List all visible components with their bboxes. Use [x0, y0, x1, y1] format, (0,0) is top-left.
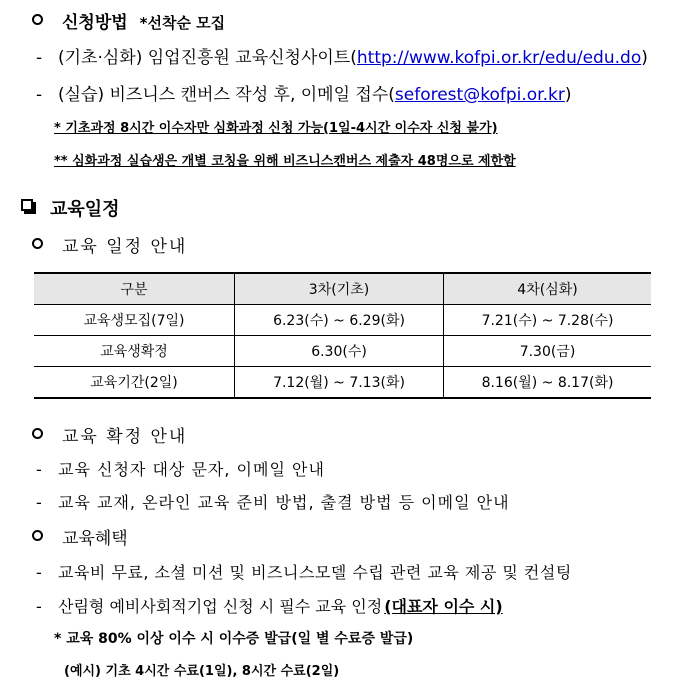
dash-marker: - [36, 563, 42, 582]
dash-marker: - [36, 48, 43, 68]
bullet-circle-icon [32, 14, 43, 25]
benefits-emphasis: (대표자 이수 시) [384, 597, 503, 616]
table-header-cell: 4차(심화) [444, 273, 652, 305]
table-cell: 6.30(수) [235, 336, 444, 367]
confirm-item-text: 교육 교재, 온라인 교육 준비 방법, 출결 방법 등 이메일 안내 [58, 493, 510, 512]
benefits-example: (예시) 기초 4시간 수료(1일), 8시간 수료(2일) [64, 664, 340, 679]
dash-marker: - [36, 85, 43, 105]
table-cell: 7.12(월) ~ 7.13(화) [235, 367, 444, 399]
table-cell: 교육생모집(7일) [34, 305, 235, 336]
table-header-cell: 3차(기초) [235, 273, 444, 305]
benefits-note: * 교육 80% 이상 이수 시 이수증 발급(일 별 수료증 발급) [54, 631, 414, 647]
schedule-table [34, 272, 651, 399]
table-cell: 7.21(수) ~ 7.28(수) [444, 305, 652, 336]
dash-marker: - [36, 460, 42, 479]
confirm-item-text: 교육 신청자 대상 문자, 이메일 안내 [58, 460, 325, 479]
apply-note-1: * 기초과정 8시간 이수자만 심화과정 신청 가능(1일-4시간 이수자 신청 불가) [54, 121, 498, 136]
table-row [34, 367, 651, 399]
bullet-circle-icon [32, 530, 43, 541]
confirm-title: 교육 확정 안내 [62, 427, 188, 447]
apply-heading-note: *선착순 모집 [139, 14, 226, 32]
bullet-circle-icon [32, 238, 43, 249]
table-row [34, 336, 651, 367]
table-row [34, 305, 651, 336]
schedule-section-title: 교육일정 [50, 199, 120, 220]
apply-note-2: ** 심화과정 실습생은 개별 코칭을 위해 비즈니스캔버스 제출자 48명으로 제한함 [54, 154, 516, 169]
table-header-cell: 구분 [34, 273, 235, 305]
table-cell: 7.30(금) [444, 336, 652, 367]
confirm-item [36, 490, 510, 513]
section-checkbox-icon [21, 199, 33, 211]
benefits-item [36, 560, 572, 583]
apply-heading [62, 8, 225, 33]
benefits-item-text: 산림형 예비사회적기업 신청 시 필수 교육 인정 [58, 597, 383, 616]
table-cell: 교육생확정 [34, 336, 235, 367]
table-header-row [34, 273, 651, 305]
confirm-item [36, 457, 325, 480]
apply-item-site-suffix: ) [641, 48, 648, 68]
table-cell: 8.16(월) ~ 8.17(화) [444, 367, 652, 399]
apply-item-email-prefix: (실습) 비즈니스 캔버스 작성 후, 이메일 접수( [58, 85, 395, 105]
email-link[interactable]: seforest@kofpi.or.kr [394, 85, 565, 105]
apply-item-site-prefix: (기초·심화) 임업진흥원 교육신청사이트( [58, 48, 357, 68]
table-cell: 6.23(수) ~ 6.29(화) [235, 305, 444, 336]
apply-item-email [36, 80, 571, 105]
table-cell: 교육기간(2일) [34, 367, 235, 399]
benefits-item [36, 594, 503, 617]
edu-site-link[interactable]: http://www.kofpi.or.kr/edu/edu.do [356, 48, 642, 68]
bullet-circle-icon [32, 428, 43, 439]
schedule-guide-title: 교육 일정 안내 [62, 237, 188, 257]
benefits-title: 교육혜택 [62, 529, 128, 549]
dash-marker: - [36, 597, 42, 616]
apply-item-site [36, 43, 648, 68]
benefits-item-text: 교육비 무료, 소셜 미션 및 비즈니스모델 수립 관련 교육 제공 및 컨설팅 [58, 563, 572, 582]
apply-heading-text: 신청방법 [62, 13, 128, 33]
apply-item-email-suffix: ) [564, 85, 572, 105]
dash-marker: - [36, 493, 42, 512]
